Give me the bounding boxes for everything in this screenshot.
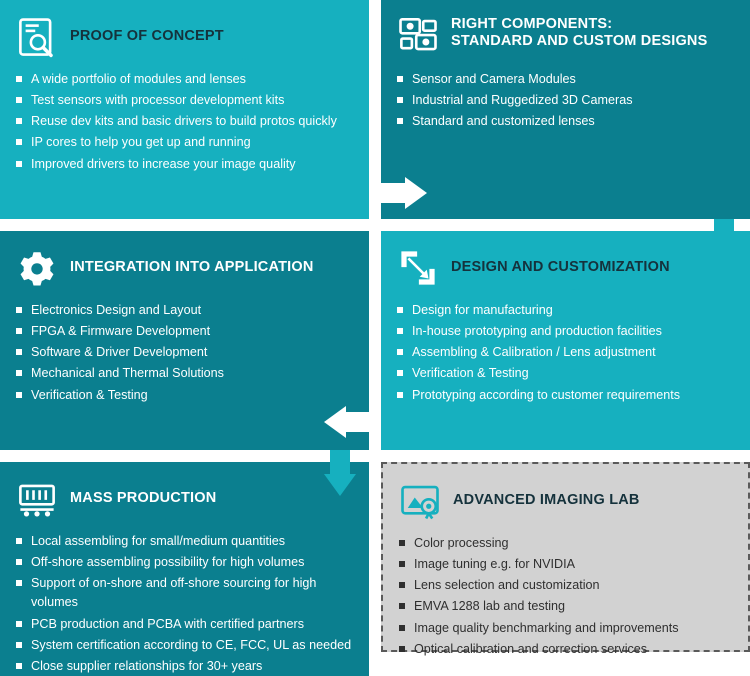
panel-header <box>16 245 353 291</box>
imaging-lab-icon <box>399 480 441 522</box>
panel-header <box>399 478 732 524</box>
panel-design-and-customization <box>381 231 750 450</box>
list-item: Design for manufacturing <box>397 301 734 320</box>
list-item: Assembling & Calibration / Lens adjustment <box>397 343 734 362</box>
list-item: System certification according to CE, FCC, UL as needed <box>16 636 353 655</box>
panel-title-line-2: STANDARD AND CUSTOM DESIGNS <box>451 33 708 50</box>
conveyor-production-icon <box>16 478 58 520</box>
list-item: Lens selection and customization <box>399 576 732 595</box>
list-item: Image quality benchmarking and improvements <box>399 619 732 638</box>
list-item: Electronics Design and Layout <box>16 301 353 320</box>
panel-header <box>16 476 353 522</box>
panel-header <box>397 245 734 291</box>
list-item: Sensor and Camera Modules <box>397 70 734 89</box>
panel-title: PROOF OF CONCEPT <box>70 28 224 45</box>
resize-shape-icon <box>397 247 439 289</box>
panel-title-line-1: RIGHT COMPONENTS: <box>451 16 613 32</box>
list-item: Close supplier relationships for 30+ years <box>16 657 353 676</box>
list-item: Off-shore assembling possibility for high volumes <box>16 553 353 572</box>
list-item: Local assembling for small/medium quantities <box>16 532 353 551</box>
list-item: Mechanical and Thermal Solutions <box>16 364 353 383</box>
list-item: Verification & Testing <box>397 364 734 383</box>
panel-title <box>451 14 707 50</box>
panel-title: ADVANCED IMAGING LAB <box>453 492 640 509</box>
list-item: Reuse dev kits and basic drivers to build protos quickly <box>16 112 353 131</box>
panel-title: MASS PRODUCTION <box>70 490 217 507</box>
panel-integration-into-application <box>0 231 369 450</box>
list-item: Industrial and Ruggedized 3D Cameras <box>397 91 734 110</box>
list-item: IP cores to help you get up and running <box>16 133 353 152</box>
list-item: Standard and customized lenses <box>397 112 734 131</box>
list-item: Prototyping according to customer requirements <box>397 386 734 405</box>
document-search-icon <box>16 16 58 58</box>
panel-right-components <box>381 0 750 219</box>
list-item: Improved drivers to increase your image quality <box>16 155 353 174</box>
list-item: Support of on-shore and off-shore sourcing for high volumes <box>16 574 353 612</box>
panel-header <box>16 14 353 60</box>
list-item: Color processing <box>399 534 732 553</box>
panel-bullet-list <box>16 70 353 174</box>
panel-bullet-list <box>397 301 734 405</box>
panel-title: DESIGN AND CUSTOMIZATION <box>451 259 670 276</box>
list-item: Test sensors with processor development kits <box>16 91 353 110</box>
panel-bullet-list <box>399 534 732 659</box>
panel-title: INTEGRATION INTO APPLICATION <box>70 259 314 276</box>
list-item: PCB production and PCBA with certified partners <box>16 615 353 634</box>
list-item: Optical calibration and correction services <box>399 640 732 659</box>
panel-advanced-imaging-lab <box>381 462 750 656</box>
panel-proof-of-concept <box>0 0 369 219</box>
list-item: Image tuning e.g. for NVIDIA <box>399 555 732 574</box>
list-item: FPGA & Firmware Development <box>16 322 353 341</box>
list-item: Software & Driver Development <box>16 343 353 362</box>
list-item: Verification & Testing <box>16 386 353 405</box>
panel-mass-production <box>0 462 369 676</box>
list-item: EMVA 1288 lab and testing <box>399 597 732 616</box>
gear-settings-icon <box>16 247 58 289</box>
panel-header <box>397 14 734 60</box>
panel-bullet-list <box>16 301 353 405</box>
list-item: In-house prototyping and production facilities <box>397 322 734 341</box>
list-item: A wide portfolio of modules and lenses <box>16 70 353 89</box>
panel-bullet-list <box>397 70 734 131</box>
camera-modules-icon <box>397 14 439 56</box>
panel-bullet-list <box>16 532 353 676</box>
